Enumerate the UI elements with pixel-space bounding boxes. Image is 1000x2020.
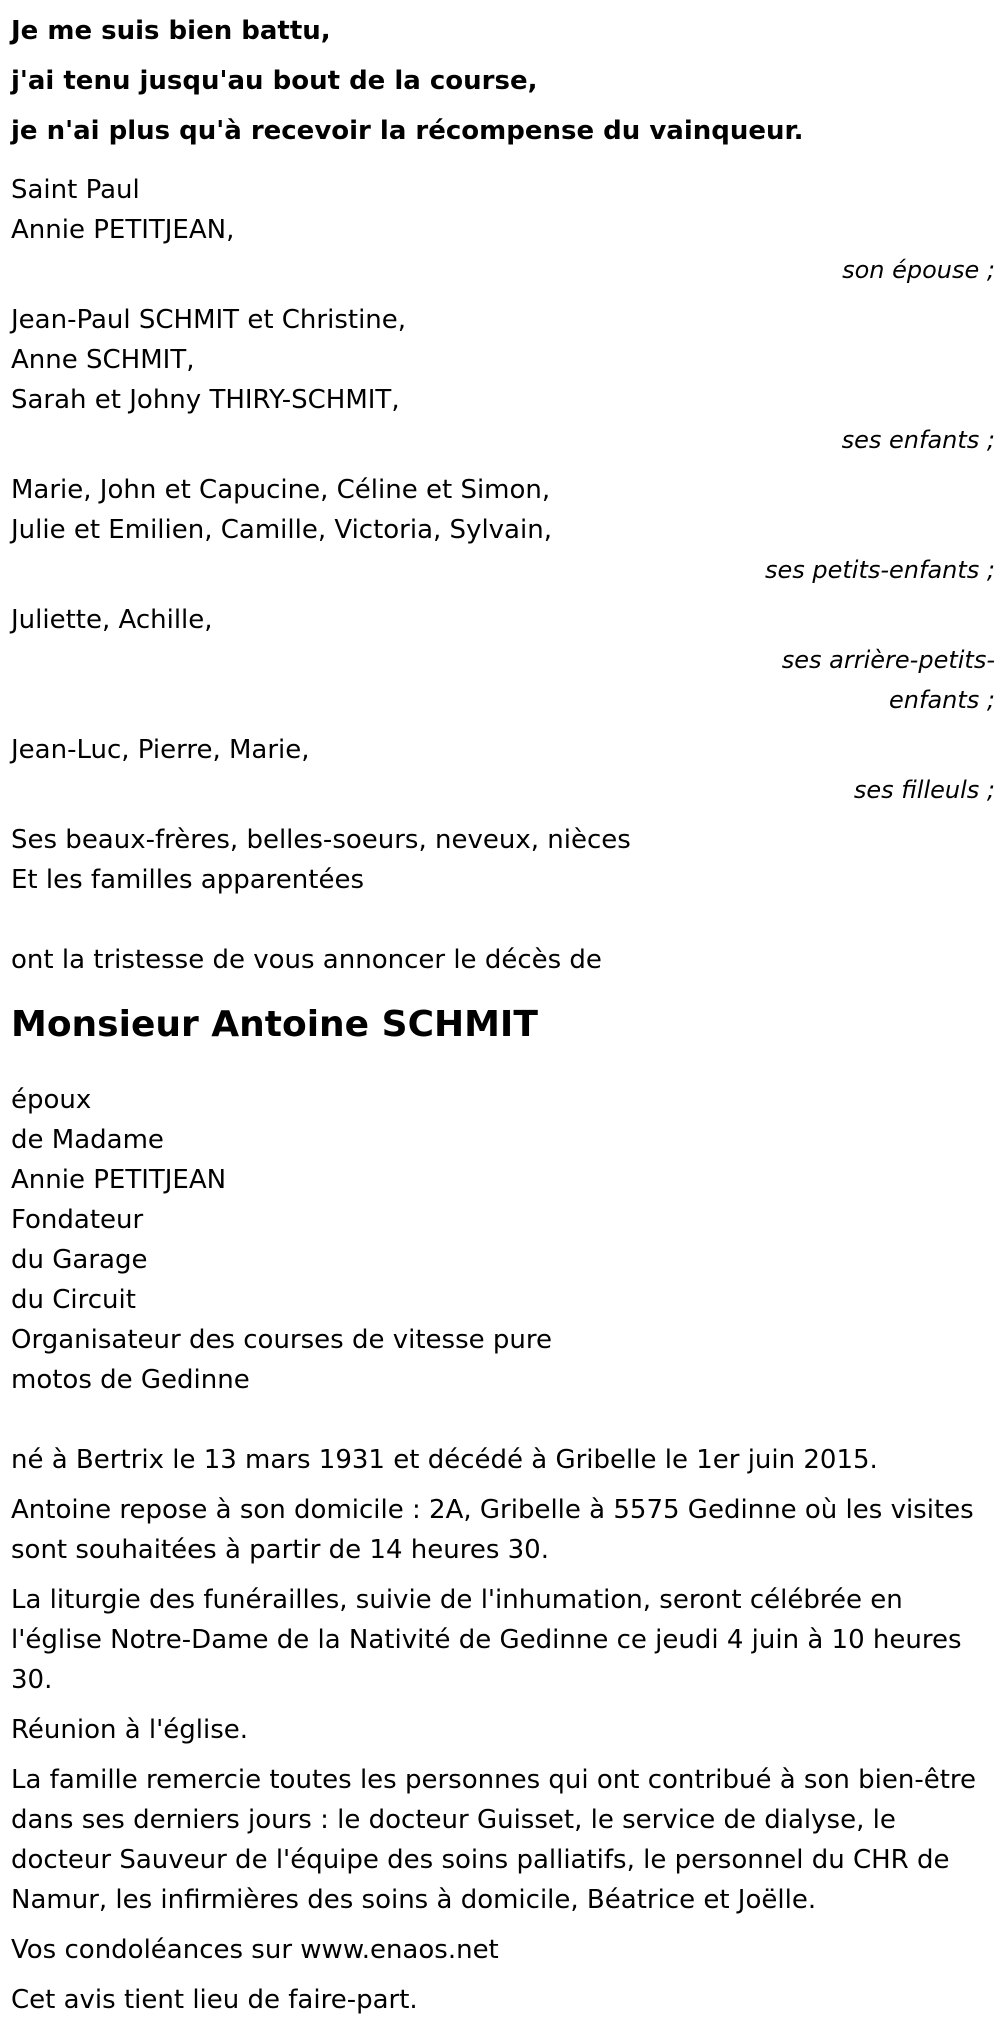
quote-line: j'ai tenu jusqu'au bout de la course, <box>11 66 538 96</box>
description-line: motos de Gedinne <box>11 1365 250 1395</box>
child-name: Anne SCHMIT, <box>11 345 195 375</box>
description-line: Fondateur <box>11 1205 144 1235</box>
description-line: du Garage <box>11 1245 148 1275</box>
description-line: du Circuit <box>11 1285 136 1315</box>
description-line: époux <box>11 1085 92 1115</box>
great-grandchildren-role <box>755 640 995 720</box>
notice-line: Cet avis tient lieu de faire-part. <box>11 1985 418 2015</box>
great-grandchild-names: Juliette, Achille, <box>11 605 213 635</box>
children-role: ses enfants ; <box>841 426 995 454</box>
spouse-name: Annie PETITJEAN, <box>11 215 235 245</box>
condolences-line: Vos condoléances sur www.enaos.net <box>11 1935 499 1965</box>
relatives-line: Ses beaux-frères, belles-soeurs, neveux, nièces <box>11 825 631 855</box>
great-grandchildren-role-line: ses arrière-petits- <box>781 646 995 674</box>
grandchild-names: Marie, John et Capucine, Céline et Simon, <box>11 475 551 505</box>
relatives-line: Et les familles apparentées <box>11 865 365 895</box>
obituary-notice <box>11 6 995 2020</box>
visitation-paragraph: Antoine repose à son domicile : 2A, Gribelle à 5575 Gedinne où les visites sont souhaitées à partir de 14 heures 30. <box>11 1495 974 1565</box>
godchildren-role: ses filleuls ; <box>853 776 995 804</box>
funeral-paragraph: La liturgie des funérailles, suivie de l'inhumation, seront célébrée en l'église Notre-Dame de la Nativité de Gedinne ce jeudi 4 juin à 10 heures 30. <box>11 1585 962 1695</box>
quote-line: je n'ai plus qu'à recevoir la récompense du vainqueur. <box>11 116 804 146</box>
grandchildren-role: ses petits-enfants ; <box>764 556 995 584</box>
grandchild-names: Julie et Emilien, Camille, Victoria, Sylvain, <box>11 515 552 545</box>
child-name: Sarah et Johny THIRY-SCHMIT, <box>11 385 400 415</box>
quote-author: Saint Paul <box>11 175 140 205</box>
description-line: Organisateur des courses de vitesse pure <box>11 1325 552 1355</box>
birth-death-line: né à Bertrix le 13 mars 1931 et décédé à Gribelle le 1er juin 2015. <box>11 1445 878 1475</box>
quote-line: Je me suis bien battu, <box>11 16 331 46</box>
description-line: Annie PETITJEAN <box>11 1165 227 1195</box>
godchild-names: Jean-Luc, Pierre, Marie, <box>11 735 310 765</box>
thanks-paragraph: La famille remercie toutes les personnes qui ont contribué à son bien-être dans ses derniers jours : le docteur Guisset, le service de dialyse, le docteur Sauveur de l'équipe des soins palliatifs, le personnel du CHR de Namur, les infirmières des soins à domicile, Béatrice et Joëlle. <box>11 1765 977 1915</box>
great-grandchildren-role-line: enfants ; <box>889 686 995 714</box>
child-name: Jean-Paul SCHMIT et Christine, <box>11 305 407 335</box>
deceased-name: Monsieur Antoine SCHMIT <box>11 1004 538 1045</box>
epitaph-quote <box>11 6 995 156</box>
meeting-line: Réunion à l'église. <box>11 1715 249 1745</box>
description-line: de Madame <box>11 1125 164 1155</box>
announcement-text: ont la tristesse de vous annoncer le décès de <box>11 945 602 975</box>
spouse-role: son épouse ; <box>842 256 995 284</box>
deceased-description <box>11 1080 995 1400</box>
